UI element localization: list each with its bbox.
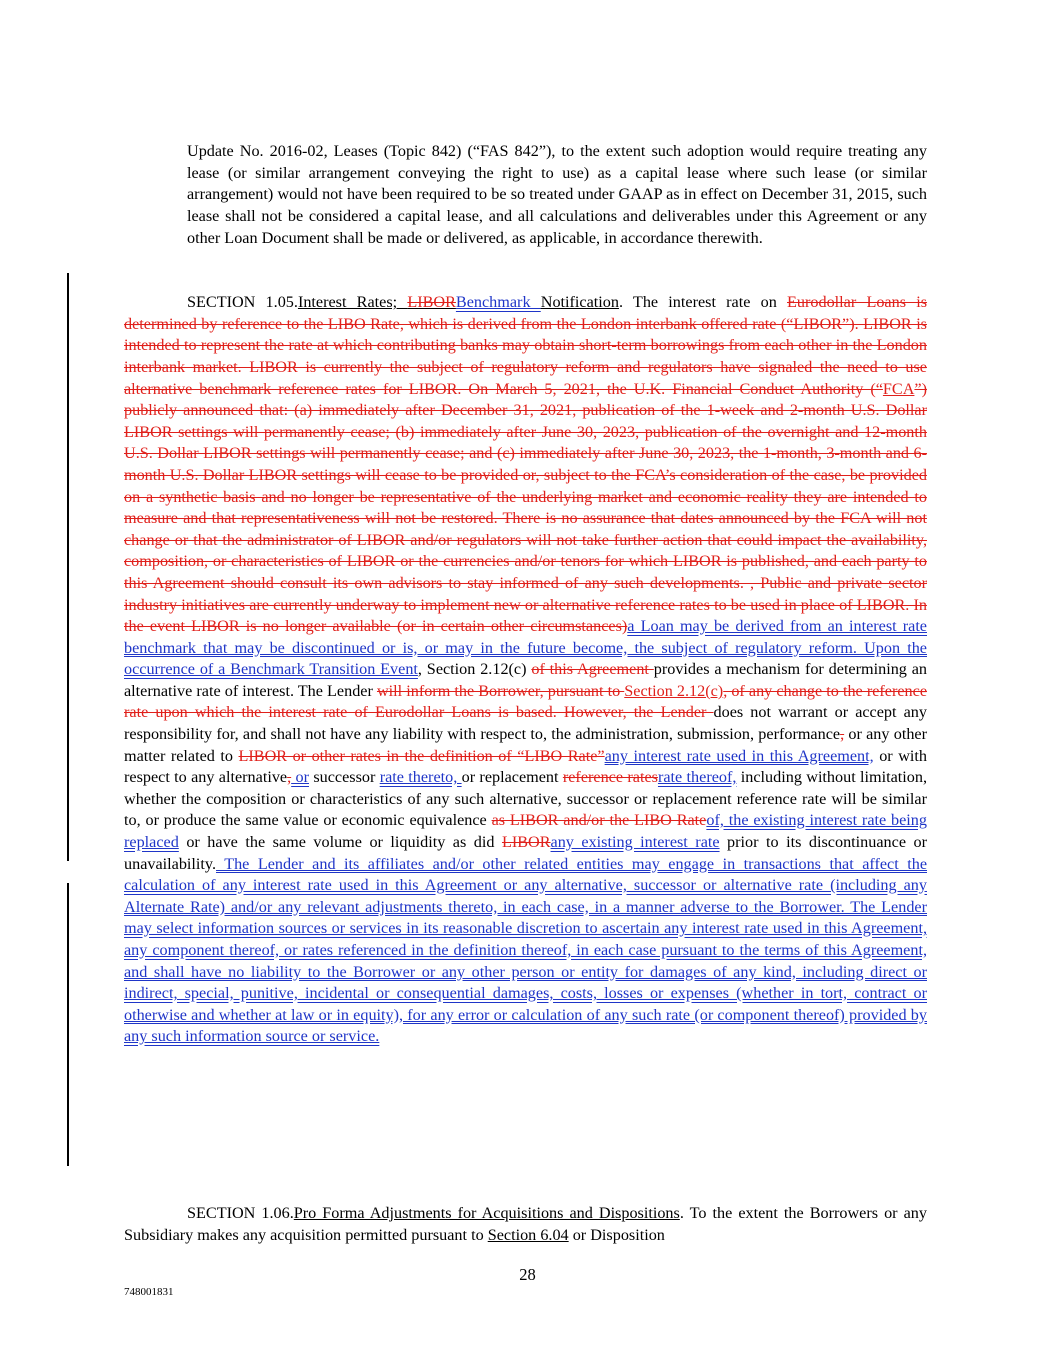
inserted-text: any existing interest rate — [550, 833, 720, 852]
page-number: 28 — [519, 1265, 536, 1284]
section-heading: Interest Rates; LIBORBenchmark Notification — [297, 293, 619, 312]
deleted-text: LIBOR — [501, 833, 551, 852]
inserted-text: Benchmark — [455, 293, 541, 312]
deleted-text: Section 2.12(c) — [624, 681, 724, 700]
change-bar — [67, 883, 69, 1166]
section-heading: Pro Forma Adjustments for Acquisitions and Dispositions — [293, 1204, 680, 1223]
deleted-text: , — [287, 768, 292, 787]
paragraph-lease-accounting: Update No. 2016-02, Leases (Topic 842) (“FAS 842”), to the extent such adoption would require treating any lease (or similar arrangement conveying the right to use) as a capital lease where such lease (or similar arrangement) would not have been required to be so treated under GAAP as in effect on December 31, 2015, such lease shall not be considered a capital lease, and all calculations and deliverables under this Agreement or any other Loan Document shall be made or delivered, as applicable, in accordance therewith. — [187, 142, 927, 247]
deleted-text: of this Agreement — [531, 660, 654, 679]
inserted-text: The Lender and its affiliates and/or other related entities may engage in transactions that affect the calculation of any interest rate used in this Agreement or any alternative, successor or alternative rate (including any Alternate Rate) and/or any relevant adjustments thereto, in each case, in a manner adverse to the Borrower. The Lender may select information sources or services in its reasonable discretion to ascertain any interest rate used in this Agreement, any component thereof, or rates referenced in the definition thereof, in each case pursuant to the terms of this Agreement, and shall have no liability to the Borrower or any other person or entity for damages of any kind, including direct or indirect, special, punitive, incidental or consequential damages, costs, losses or expenses (whether in tort, contract or otherwise and whether at law or in equity), for any error or calculation of any such rate (or component thereof) provided by any such information source or service. — [124, 854, 927, 1046]
deleted-text: Eurodollar Loans is determined by reference to the LIBO Rate, which is derived from the London interbank offered rate (“LIBOR”). LIBOR is intended to represent the rate at which contributing banks may obtain short-term borrowings from each other in the London interbank market. LIBOR is currently the subject of regulatory reform and regulators have signaled the need to use alternative benchmark reference rates for LIBOR. On March 5, 2021, the U.K. Financial Conduct Authority (“ — [124, 293, 928, 398]
deleted-text: ”) publicly announced that: (a) immediately after December 31, 2021, publication of the 1-week and 2-month U.S. Dollar LIBOR settings will permanently cease; (b) immediately after June 30, 2023, publication of the overnight and 12-month U.S. Dollar LIBOR settings will permanently cease; and (c) immediately after June 30, 2023, the 1-month, 3-month and 6-month U.S. Dollar LIBOR settings will cease to be provided or, subject to the FCA’s consideration of the case, be provided on a synthetic basis and no longer be representative of the underlying market and economic reality they are intended to measure and that representativeness will not be restored. There is no assurance that dates announced by the FCA will not change or that the administrator of LIBOR and/or regulators will not take further action that could impact the availability, composition, or characteristics of LIBOR or the currencies and/or tenors for which LIBOR is published, and each party to this Agreement should consult its own advisors to stay informed of any such developments. , Public and private sector industry initiatives are currently underway to implement new or alternative reference rates to be used in place of LIBOR. In the event LIBOR is no longer available (or in certain other circumstances) — [124, 379, 927, 636]
inserted-text: of, the existing interest rate being replaced — [124, 811, 927, 852]
inserted-text: a Loan may be derived from an interest rate benchmark that may be discontinued or is, or may in the future become, the subject of regulatory reform. Upon the occurrence of a Benchmark Transition Event — [124, 617, 927, 679]
section-1-06-paragraph: SECTION 1.06.Pro Forma Adjustments for Acquisitions and Dispositions. To the extent the Borrowers or any Subsidiary makes any acquisition permitted pursuant to Section 6.04 or Disposition — [124, 1204, 927, 1244]
cross-reference: Section 6.04 — [487, 1225, 569, 1244]
deleted-text: , — [840, 725, 845, 744]
deleted-text: FCA — [882, 379, 915, 398]
section-1-05-paragraph: SECTION 1.05.Interest Rates; LIBORBenchmark Notification. The interest rate on Eurodollar Loans is determined by reference to the LIBO Rate, which is derived from the London interbank offered rate (“LIBOR”). LIBOR is intended to represent the rate at which contributing banks may obtain short-term borrowings from each other in the London interbank market. LIBOR is currently the subject of regulatory reform and regulators have signaled the need to use alternative benchmark reference rates for LIBOR. On March 5, 2021, the U.K. Financial Conduct Authority (“FCA”) publicly announced that: (a) immediately after December 31, 2021, publication of the 1-week and 2-month U.S. Dollar LIBOR settings will permanently cease; (b) immediately after June 30, 2023, publication of the overnight and 12-month U.S. Dollar LIBOR settings will permanently cease; and (c) immediately after June 30, 2023, the 1-month, 3-month and 6-month U.S. Dollar LIBOR settings will cease to be provided or, subject to the FCA’s consideration of the case, be provided on a synthetic basis and no longer be representative of the underlying market and economic reality they are intended to measure and that representativeness will not be restored. There is no assurance that dates announced by the FCA will not change or that the administrator of LIBOR and/or regulators will not take further action that could impact the availability, composition, or characteristics of LIBOR or the currencies and/or tenors for which LIBOR is published, and each party to this Agreement should consult its own advisors to stay informed of any such developments. , Public and private sector industry initiatives are currently underway to implement new or alternative reference rates to be used in place of LIBOR. In the event LIBOR is no longer available (or in certain other circumstances)a Loan may be derived from an interest rate benchmark that may be discontinued or is, or may in the future become, the subject of regulatory reform. Upon the occurrence of a Benchmark Transition Event, Section 2.12(c) of this Agreement provides a mechanism for determining an alternative rate of interest. The Lender will inform the Borrower, pursuant to Section 2.12(c), of any change to the reference rate upon which the interest rate of Eurodollar Loans is based. However, the Lender does not warrant or accept any responsibility for, and shall not have any liability with respect to, the administration, submission, performance, or any other matter related to LIBOR or other rates in the definition of “LIBO Rate”any interest rate used in this Agreement, or with respect to any alternative, or successor rate thereto, or replacement reference ratesrate thereof, including without limitation, whether the composition or characteristics of any such alternative, successor or replacement reference rate will be similar to, or produce the same value or economic equivalence as LIBOR and/or the LIBO Rateof, the existing interest rate being replaced or have the same volume or liquidity as did LIBORany existing interest rate prior to its discontinuance or unavailability. The Lender and its affiliates and/or other related entities may engage in transactions that affect the calculation of any interest rate used in this Agreement or any alternative, successor or alternative rate (including any Alternate Rate) and/or any relevant adjustments thereto, in each case, in a manner adverse to the Borrower. The Lender may select information sources or services in its reasonable discretion to ascertain any interest rate used in this Agreement, any component thereof, or rates referenced in the definition thereof, in each case pursuant to the terms of this Agreement, and shall have no liability to the Borrower or any other person or entity for damages of any kind, including direct or indirect, special, punitive, incidental or consequential damages, costs, losses or expenses (whether in tort, contract or otherwise and whether at law or in equity), for any error or calculation of any such rate (or component thereof) provided by any such information source or service. — [124, 293, 928, 1046]
inserted-text: rate thereof, — [657, 768, 737, 787]
inserted-text: rate thereto, — [379, 768, 462, 787]
deleted-text: , of any change to the reference rate upon which the interest rate of Eurodollar Loans is based. However, the Lender — [124, 681, 928, 722]
deleted-text: LIBOR — [407, 293, 456, 312]
change-bar — [67, 273, 69, 861]
inserted-text: or — [291, 768, 309, 787]
deleted-text: will inform the Borrower, pursuant to — [376, 681, 625, 700]
section-number: SECTION 1.05. — [187, 293, 298, 312]
section-number: SECTION 1.06. — [187, 1204, 294, 1223]
deleted-text: as LIBOR and/or the LIBO Rate — [491, 811, 707, 830]
deleted-text: LIBOR or other rates in the definition of “LIBO Rate” — [238, 746, 605, 765]
deleted-text: reference rates — [562, 768, 658, 787]
document-id: 748001831 — [124, 1286, 174, 1298]
inserted-text: any interest rate used in this Agreement, — [604, 746, 874, 765]
